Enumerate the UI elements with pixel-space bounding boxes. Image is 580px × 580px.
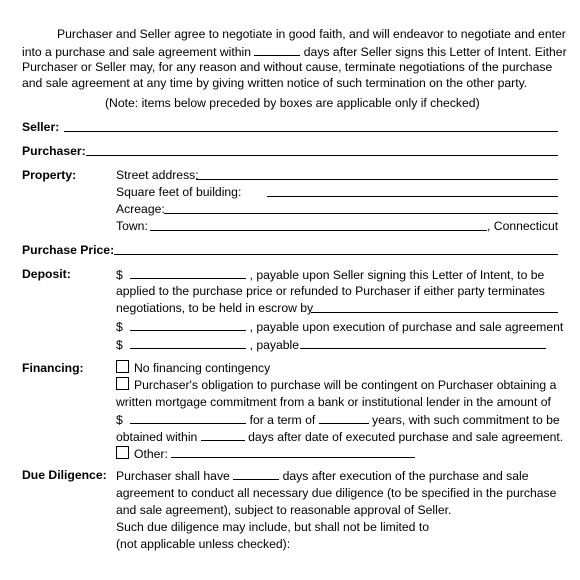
intro-line-2a: into a purchase and sale agreement within (22, 45, 251, 59)
town-field[interactable] (150, 230, 487, 231)
other-financing-field[interactable] (171, 457, 415, 458)
due-diligence-line-3: and sale agreement), subject to reasonable approval of Seller. (116, 503, 452, 517)
currency-sign: $ (116, 338, 123, 352)
due-diligence-line-1 (116, 468, 529, 484)
commitment-days-field[interactable] (201, 429, 245, 441)
deposit-amount-1[interactable] (130, 267, 246, 279)
acreage-label: Acreage: (116, 202, 165, 216)
deposit-row-1-text: , payable upon Seller signing this Letter of Intent, to be (249, 268, 545, 282)
escrow-agent-field[interactable] (311, 312, 558, 313)
due-diligence-line-2: agreement to conduct all necessary due diligence (to be specified in the purchase (116, 486, 557, 500)
deposit-row-3: negotiations, to be held in escrow by (116, 301, 314, 315)
street-address-field[interactable] (196, 179, 558, 180)
other-financing-checkbox[interactable] (116, 446, 129, 459)
deposit-row-5-text: , payable (249, 338, 300, 352)
state-text: , Connecticut (487, 219, 559, 233)
term-field[interactable] (319, 412, 369, 424)
intro-line-4: and sale agreement at any time by giving written notice of such termination on the other party. (22, 76, 528, 90)
deposit-row-2: applied to the purchase price or refunded to Purchaser if either party terminates (116, 284, 545, 298)
purchase-price-label: Purchase Price: (22, 243, 115, 257)
financing-line-2: written mortgage commitment from a bank or institutional lender in the amount of (116, 395, 551, 409)
days-blank[interactable] (254, 44, 300, 56)
term-text: for a term of (249, 413, 316, 427)
financing-line-3 (116, 412, 560, 428)
financing-label: Financing: (22, 361, 84, 375)
financing-option-1 (116, 360, 270, 376)
town-label: Town: (116, 219, 148, 233)
other-text: Other: (134, 447, 168, 461)
intro-line-3: Purchaser or Seller may, for any reason and without cause, terminate negotiations of the purchase (22, 60, 553, 74)
due-diligence-label: Due Diligence: (22, 468, 107, 482)
property-label: Property: (22, 168, 77, 182)
financing-line-4 (116, 429, 563, 445)
no-financing-checkbox[interactable] (116, 360, 129, 373)
due-diligence-days-field[interactable] (233, 468, 279, 480)
term-years-text: years, with such commitment to be (372, 413, 560, 427)
deposit-amount-2[interactable] (130, 319, 246, 331)
days-after-text: days after date of executed purchase and sale agreement. (248, 430, 564, 444)
financing-other (116, 446, 168, 462)
purchase-price-field[interactable] (114, 254, 558, 255)
mortgage-amount-field[interactable] (130, 412, 246, 424)
sqft-field[interactable] (267, 196, 558, 197)
sqft-label: Square feet of building: (116, 185, 242, 199)
deposit-row-1 (116, 267, 544, 283)
financing-option-2 (116, 377, 556, 393)
currency-sign: $ (116, 320, 123, 334)
intro-line-1: Purchaser and Seller agree to negotiate in good faith, and will endeavor to negotiate and enter (57, 27, 566, 41)
mortgage-contingency-text: Purchaser's obligation to purchase will be contingent on Purchaser obtaining a (134, 378, 557, 392)
days-after-execution-text: days after execution of the purchase and sale (282, 469, 529, 483)
intro-line-2b: days after Seller signs this Letter of Intent. Either (303, 45, 567, 59)
seller-field[interactable] (64, 131, 558, 132)
mortgage-contingency-checkbox[interactable] (116, 377, 129, 390)
due-diligence-line-5: (not applicable unless checked): (116, 537, 291, 551)
purchaser-field[interactable] (86, 155, 558, 156)
purchaser-label: Purchaser: (22, 144, 86, 158)
deposit-row-5-field[interactable] (300, 348, 546, 349)
note: (Note: items below preceded by boxes are applicable only if checked) (105, 96, 480, 110)
purchaser-shall-have-text: Purchaser shall have (116, 469, 230, 483)
currency-sign: $ (116, 413, 123, 427)
currency-sign: $ (116, 268, 123, 282)
deposit-label: Deposit: (22, 267, 71, 281)
acreage-field[interactable] (164, 213, 558, 214)
street-address-label: Street address: (116, 168, 199, 182)
deposit-row-4-text: , payable upon execution of purchase and sale agreement (249, 320, 564, 334)
intro-line-2 (22, 44, 567, 60)
due-diligence-line-4: Such due diligence may include, but shall not be limited to (116, 520, 430, 534)
no-financing-text: No financing contingency (134, 361, 271, 375)
seller-label: Seller: (22, 120, 60, 134)
obtained-within-text: obtained within (116, 430, 198, 444)
deposit-amount-3[interactable] (130, 337, 246, 349)
deposit-row-4 (116, 319, 563, 335)
deposit-row-5 (116, 337, 299, 353)
